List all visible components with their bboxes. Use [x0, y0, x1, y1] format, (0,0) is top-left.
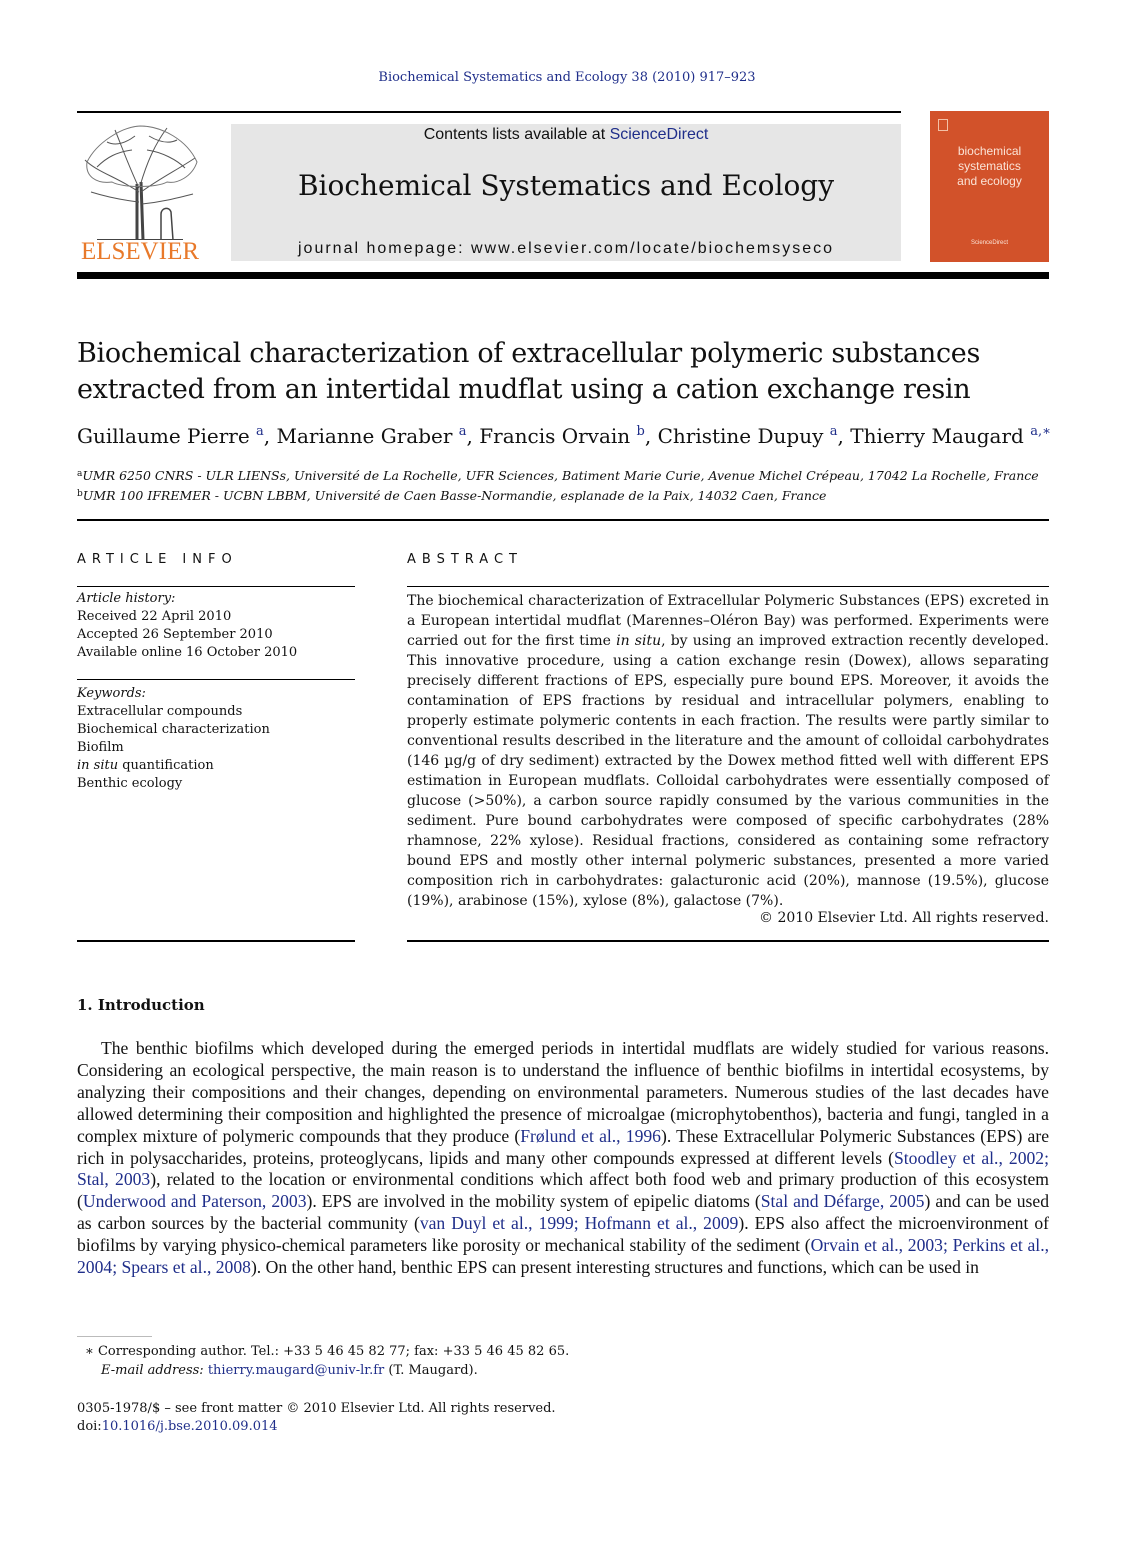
cover-title	[930, 144, 1049, 189]
affiliation-item	[77, 465, 1049, 485]
keyword-item: Benthic ecology	[77, 776, 183, 791]
intro-text-part: ). On the other hand, benthic EPS can present interesting structures and functions, which can be used in	[250, 1257, 979, 1278]
keyword-item: Biochemical characterization	[77, 722, 270, 737]
accepted-date: Accepted 26 September 2010	[77, 627, 273, 642]
abstract-top-rule	[407, 586, 1049, 587]
affiliations	[77, 465, 1049, 505]
contents-line	[231, 126, 901, 144]
cover-title-line: biochemical	[957, 144, 1022, 158]
article-history	[77, 590, 355, 662]
email-line	[77, 1361, 1049, 1380]
abstract-text-part: The biochemical characterization of Extracellular Polymeric Substances (EPS) excreted in a European intertidal mudflat (Marennes–Oléron Bay) was performed. Experiments were carried out for the first time	[407, 593, 1049, 649]
issn-line: 0305-1978/$ – see front matter © 2010 Elsevier Ltd. All rights reserved.	[77, 1401, 556, 1416]
intro-text-part: ) and can be used as carbon sources by the bacterial community (	[77, 1191, 1049, 1234]
introduction-heading: 1. Introduction	[77, 996, 205, 1014]
elsevier-logo	[77, 122, 203, 266]
author-affil-mark[interactable]: a,∗	[1030, 424, 1051, 439]
intro-text-part: ). EPS are involved in the mobility system of epipelic diatoms (	[306, 1191, 761, 1212]
received-date: Received 22 April 2010	[77, 609, 232, 624]
intro-text-part: ), related to the location or environmental conditions which affect both food web and primary production of this ecosystem (	[77, 1169, 1049, 1212]
affiliation-mark: a	[77, 469, 83, 479]
keyword-italic: in situ	[77, 758, 119, 773]
reference-link[interactable]: van Duyl et al., 1999; Hofmann et al., 2009	[419, 1213, 739, 1234]
elsevier-wordmark: ELSEVIER	[80, 238, 200, 265]
author-affil-mark[interactable]: a	[458, 424, 467, 439]
footnote-rule	[77, 1336, 152, 1337]
reference-link[interactable]: Stoodley et al., 2002; Stal, 2003	[77, 1147, 1049, 1190]
abstract-text-part: , by using an improved extraction recently developed. This innovative procedure, using a cation exchange resin (Dowex), allows separating precisely different fractions of EPS, especially pure bound EPS. Moreover, it avoids the contamination of EPS fractions by residual and intracellular polymers, enabling to properly estimate polymeric contents in each fraction. The results were partly similar to conventional results described in the literature and the amount of colloidal carbohydrates (146 µg/g of dry sediment) extracted by the Dowex method fitted well with different EPS estimation in European mudflats. Colloidal carbohydrates were essentially composed of glucose (>50%), a carbon source rapidly consumed by the various communities in the sediment. Pure bound carbohydrates were composed of specific carbohydrates (28% rhamnose, 22% xylose). Residual fractions, considered as containing some refractory bound EPS and mostly other internal polymeric substances, presented a more varied composition rich in carbohydrates: galacturonic acid (20%), mannose (19.5%), glucose (19%), arabinose (15%), xylose (8%), galactose (7%).	[407, 633, 1049, 909]
journal-title: Biochemical Systematics and Ecology	[297, 169, 835, 202]
author-affil-mark[interactable]: b	[636, 424, 645, 439]
contents-prefix: Contents lists available at	[423, 126, 610, 143]
author-name: Thierry Maugard	[850, 424, 1024, 448]
cover-footer: ScienceDirect	[970, 240, 1008, 246]
email-suffix: (T. Maugard).	[384, 1363, 478, 1378]
author-affil-mark[interactable]: a	[256, 424, 264, 439]
reference-link[interactable]: Orvain et al., 2003; Perkins et al., 2004; Spears et al., 2008	[77, 1235, 1049, 1278]
doi-link[interactable]: 10.1016/j.bse.2010.09.014	[101, 1419, 278, 1434]
keyword-rest: quantification	[118, 758, 214, 773]
header-top-rule	[77, 111, 901, 113]
author-name: Francis Orvain	[479, 424, 631, 448]
introduction-body	[77, 1038, 1049, 1279]
keywords	[77, 685, 355, 793]
corresponding-author-note	[77, 1342, 1049, 1380]
keywords-label: Keywords:	[77, 686, 146, 701]
doi-label: doi:	[77, 1419, 102, 1434]
intro-text-part: ). EPS also affect the microenvironment of biofilms by varying physico-chemical parameters like porosity or mechanical stability of the sediment (	[77, 1213, 1049, 1256]
keywords-rule	[77, 679, 355, 680]
intro-text-part: ). These Extracellular Polymeric Substances (EPS) are rich in polysaccharides, proteins, proteoglycans, lipids and many other compounds expressed at different levels (	[77, 1125, 1050, 1168]
keyword-item	[77, 757, 355, 775]
issn-block	[77, 1400, 1049, 1436]
abstract-body	[407, 591, 1049, 911]
sciencedirect-link[interactable]: ScienceDirect	[609, 126, 709, 143]
online-date: Available online 16 October 2010	[77, 645, 298, 660]
intro-text-part: The benthic biofilms which developed during the emerged periods in intertidal mudflats are widely studied for various reasons. Considering an ecological perspective, the main reason is to understand the influence of benthic biofilms in intertidal ecosystems, by analyzing their compositions and their changes, depending on environmental parameters. Numerous studies of the last decades have allowed determining their composition and highlighted the presence of microalgae (microphytobenthos), bacteria and fungi, tangled in a complex mixture of polymeric compounds that they produce (	[77, 1038, 1049, 1146]
reference-link[interactable]: Underwood and Paterson, 2003	[82, 1191, 307, 1212]
affiliation-text: UMR 100 IFREMER - UCBN LBBM, Université de Caen Basse-Normandie, esplanade de la Paix, 14032 Caen, France	[82, 488, 827, 503]
author-name: Marianne Graber	[276, 424, 453, 448]
abstract-heading: ABSTRACT	[407, 552, 523, 567]
keyword-item: Extracellular compounds	[77, 704, 243, 719]
article-info-heading: ARTICLE INFO	[77, 552, 238, 567]
author-list: Guillaume Pierre $^a$, Marianne Graber $^a$, Francis Orvain $^b$, Christine Dupuy $^a$, Thierry Maugard $^{a,∗}$	[77, 424, 1051, 448]
journal-homepage[interactable]: journal homepage: www.elsevier.com/locate/biochemsyseco	[298, 240, 834, 257]
history-label: Article history:	[77, 591, 176, 606]
elsevier-tree-icon	[77, 122, 203, 240]
keyword-item: Biofilm	[77, 740, 124, 755]
author-affil-mark[interactable]: a	[829, 424, 838, 439]
affiliation-text: UMR 6250 CNRS - ULR LIENSs, Université de La Rochelle, UFR Sciences, Batiment Marie Curie, Avenue Michel Crépeau, 17042 La Rochelle, France	[82, 468, 1039, 483]
email-link[interactable]: thierry.maugard@univ-lr.fr	[207, 1363, 385, 1378]
article-title	[77, 336, 1049, 408]
corresponding-author-line: ∗ Corresponding author. Tel.: +33 5 46 45 82 77; fax: +33 5 46 45 82 65.	[85, 1344, 570, 1359]
affiliation-item	[77, 485, 1049, 505]
abstract-bottom-rule	[407, 940, 1049, 942]
header-bottom-rule	[77, 272, 1049, 279]
affiliation-mark: b	[77, 489, 83, 499]
journal-banner	[231, 124, 901, 261]
abstract-italic: in situ	[616, 633, 662, 649]
article-info-bottom-rule	[77, 940, 355, 942]
title-divider	[77, 519, 1049, 521]
reference-link[interactable]: Stal and Défarge, 2005	[760, 1191, 925, 1212]
article-title-line: extracted from an intertidal mudflat using a cation exchange resin	[77, 374, 971, 405]
article-title-line: Biochemical characterization of extracellular polymeric substances	[77, 338, 981, 369]
cover-title-line: systematics	[958, 159, 1021, 173]
abstract-copyright: © 2010 Elsevier Ltd. All rights reserved.	[759, 910, 1049, 926]
author-name: Christine Dupuy	[657, 424, 824, 448]
reference-link[interactable]: Frølund et al., 1996	[520, 1125, 661, 1146]
doi-line	[77, 1418, 1049, 1436]
journal-citation[interactable]: Biochemical Systematics and Ecology 38 (2010) 917–923	[378, 70, 756, 85]
cover-title-line: and ecology	[957, 174, 1022, 188]
journal-cover[interactable]	[930, 111, 1049, 262]
cover-logo-icon	[938, 119, 948, 131]
article-info-top-rule	[77, 586, 355, 587]
email-label: E-mail address:	[101, 1363, 208, 1378]
author-name: Guillaume Pierre	[77, 424, 250, 448]
